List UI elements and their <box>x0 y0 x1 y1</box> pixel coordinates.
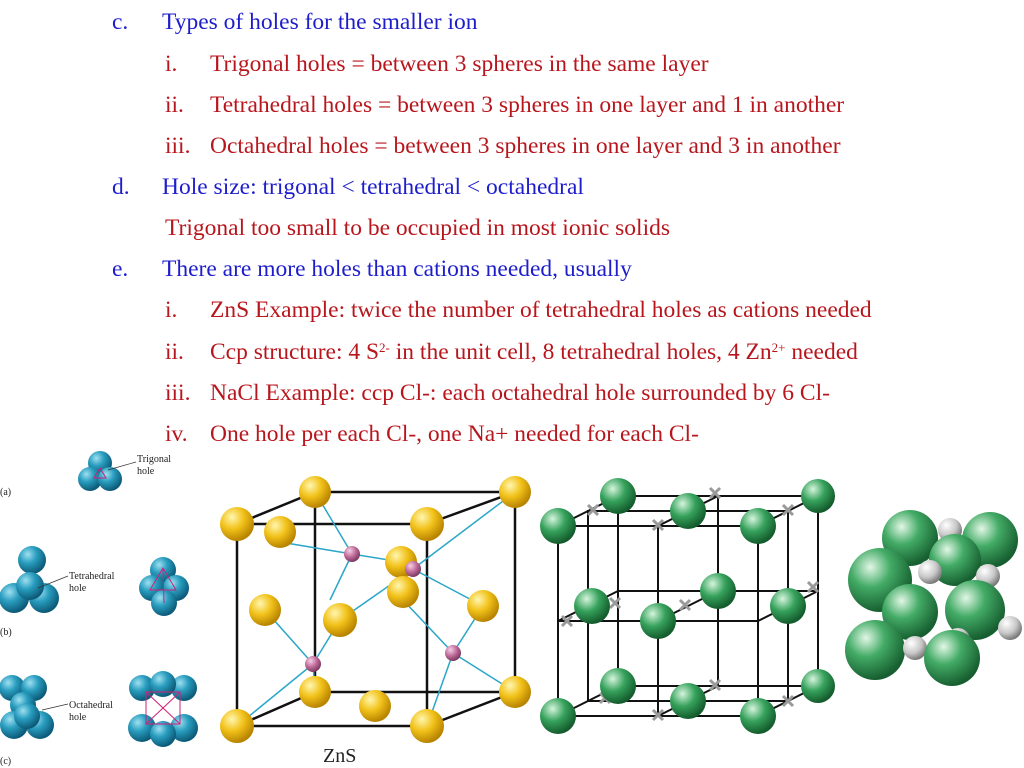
outline-text: Trigonal holes = between 3 spheres in the same layer <box>210 51 709 77</box>
outline-marker: i. <box>165 297 178 323</box>
outline-marker: i. <box>165 51 178 77</box>
outline-item-c <box>0 8 1024 36</box>
panel-label-c: (c) <box>0 756 12 767</box>
outline-text: Octahedral holes = between 3 spheres in one layer and 3 in another <box>210 133 841 159</box>
panel-label-a: (a) <box>0 487 12 498</box>
outline-text: Hole size: trigonal < tetrahedral < octahedral <box>162 174 584 200</box>
outline-marker: ii. <box>165 339 184 365</box>
octahedral-hole-diagram <box>0 671 198 767</box>
outline-note <box>0 214 1024 242</box>
outline-marker: iv. <box>165 421 188 447</box>
outline-text: Trigonal too small to be occupied in most ionic solids <box>165 215 671 241</box>
outline-item-e-i <box>0 296 1024 324</box>
outline-text: Ccp structure: 4 $S^{2-}$ in the unit cell, 8 tetrahedral holes, 4 $Zn^{2+}$ needed <box>210 339 858 365</box>
trigonal-label-2: hole <box>137 466 155 477</box>
trigonal-label: Trigonal <box>137 454 172 465</box>
trigonal-hole-diagram <box>0 451 171 498</box>
outline-text: NaCl Example: ccp Cl-: each octahedral hole surrounded by 6 Cl- <box>210 380 830 406</box>
outline-text: There are more holes than cations needed, usually <box>162 256 632 282</box>
octahedral-label-2: hole <box>69 712 87 723</box>
outline-text: ZnS Example: twice the number of tetrahedral holes as cations needed <box>210 297 872 323</box>
tetrahedral-hole-diagram <box>0 546 189 638</box>
octahedral-label: Octahedral <box>69 700 113 711</box>
tetrahedral-label: Tetrahedral <box>69 571 115 582</box>
outline-marker: iii. <box>165 133 191 159</box>
outline-item-c-ii <box>0 91 1024 119</box>
outline-marker: e. <box>112 256 129 282</box>
outline-item-e-ii <box>0 338 1024 366</box>
outline-text: One hole per each Cl-, one Na+ needed for each Cl- <box>210 421 699 447</box>
zns-caption: ZnS <box>323 745 357 767</box>
zns-unit-cell-figure <box>215 470 540 768</box>
outline-item-d <box>0 173 1024 201</box>
nacl-packed-spheres <box>845 510 1022 686</box>
outline-marker: ii. <box>165 92 184 118</box>
tetrahedral-label-2: hole <box>69 583 87 594</box>
nacl-space-filling-figure <box>840 500 1024 700</box>
hole-types-figure <box>0 448 215 768</box>
outline-text: Tetrahedral holes = between 3 spheres in one layer and 1 in another <box>210 92 845 118</box>
outline-text: Types of holes for the smaller ion <box>162 9 478 35</box>
outline-item-e <box>0 255 1024 283</box>
panel-label-b: (b) <box>0 627 12 638</box>
outline-item-e-iv <box>0 420 1024 448</box>
outline-marker: d. <box>112 174 130 200</box>
nacl-lattice-figure <box>540 478 840 768</box>
outline-marker: iii. <box>165 380 191 406</box>
outline-marker: c. <box>112 9 129 35</box>
outline-item-c-iii <box>0 132 1024 160</box>
outline-item-e-iii <box>0 379 1024 407</box>
outline-item-c-i <box>0 50 1024 78</box>
